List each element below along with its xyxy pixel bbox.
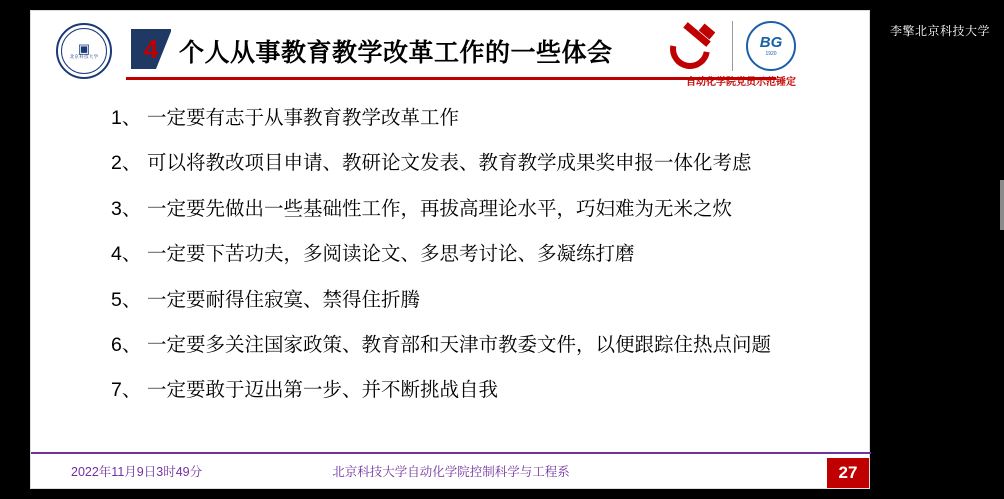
seal-glyph-icon: ▣ bbox=[77, 41, 91, 57]
footer-organization: 北京科技大学自动化学院控制科学与工程系 bbox=[332, 465, 570, 479]
presenter-label: 李擎北京科技大学 bbox=[889, 24, 990, 38]
seal-inner-ring bbox=[61, 28, 107, 74]
list-item-index: 3、 bbox=[111, 197, 142, 220]
list-item bbox=[31, 197, 871, 221]
list-item bbox=[31, 151, 871, 175]
emblem-caption: 自动化学院党员示范锤定 bbox=[686, 77, 796, 88]
section-number: 4 bbox=[143, 34, 159, 64]
footer-divider bbox=[31, 452, 871, 454]
list-item-text: 一定要敢于迈出第一步、并不断挑战自我 bbox=[147, 379, 499, 402]
school-badge-mark: BG bbox=[759, 34, 783, 51]
school-badge-icon bbox=[746, 21, 796, 71]
list-item bbox=[31, 288, 871, 312]
list-item-index: 1、 bbox=[111, 107, 142, 129]
list-item-text: 一定要有志于从事教育教学改革工作 bbox=[147, 107, 460, 129]
list-item-text: 一定要先做出一些基础性工作，再拔高理论水平，巧妇难为无米之炊 bbox=[147, 197, 733, 220]
list-item-index: 5、 bbox=[111, 288, 142, 311]
list-item-index: 7、 bbox=[111, 379, 142, 402]
list-item-index: 2、 bbox=[111, 152, 142, 175]
list-item-text: 一定要耐得住寂寞、禁得住折腾 bbox=[147, 288, 421, 311]
list-item-index: 6、 bbox=[111, 333, 142, 356]
school-badge-year: 1920 bbox=[765, 51, 777, 57]
list-item-text: 一定要下苦功夫，多阅读论文、多思考讨论、多凝练打磨 bbox=[147, 243, 635, 266]
page-number-badge: 27 bbox=[827, 458, 869, 488]
seal-text: 北京科技大学 bbox=[69, 54, 99, 60]
list-item bbox=[31, 106, 871, 130]
list-item bbox=[31, 333, 871, 357]
scrollbar-thumb[interactable] bbox=[1000, 180, 1004, 230]
page-title: 个人从事教育教学改革工作的一些体会 bbox=[179, 39, 613, 67]
party-emblem-icon bbox=[666, 23, 724, 69]
list-item-text: 一定要多关注国家政策、教育部和天津市教委文件，以便跟踪住热点问题 bbox=[147, 333, 772, 356]
list-item-index: 4、 bbox=[111, 243, 142, 266]
slide bbox=[30, 10, 870, 489]
list-item bbox=[31, 378, 871, 402]
slide-header bbox=[31, 11, 871, 93]
footer-date: 2022年11月9日3时49分 bbox=[71, 465, 203, 479]
list-item bbox=[31, 242, 871, 266]
section-number-badge bbox=[131, 29, 171, 69]
emblem-cluster bbox=[666, 19, 816, 91]
list-item-text: 可以将教改项目申请、教研论文发表、教育教学成果奖申报一体化考虑 bbox=[147, 152, 752, 175]
emblem-divider bbox=[732, 21, 733, 71]
bullet-list bbox=[31, 106, 871, 424]
university-seal-icon bbox=[56, 23, 112, 79]
